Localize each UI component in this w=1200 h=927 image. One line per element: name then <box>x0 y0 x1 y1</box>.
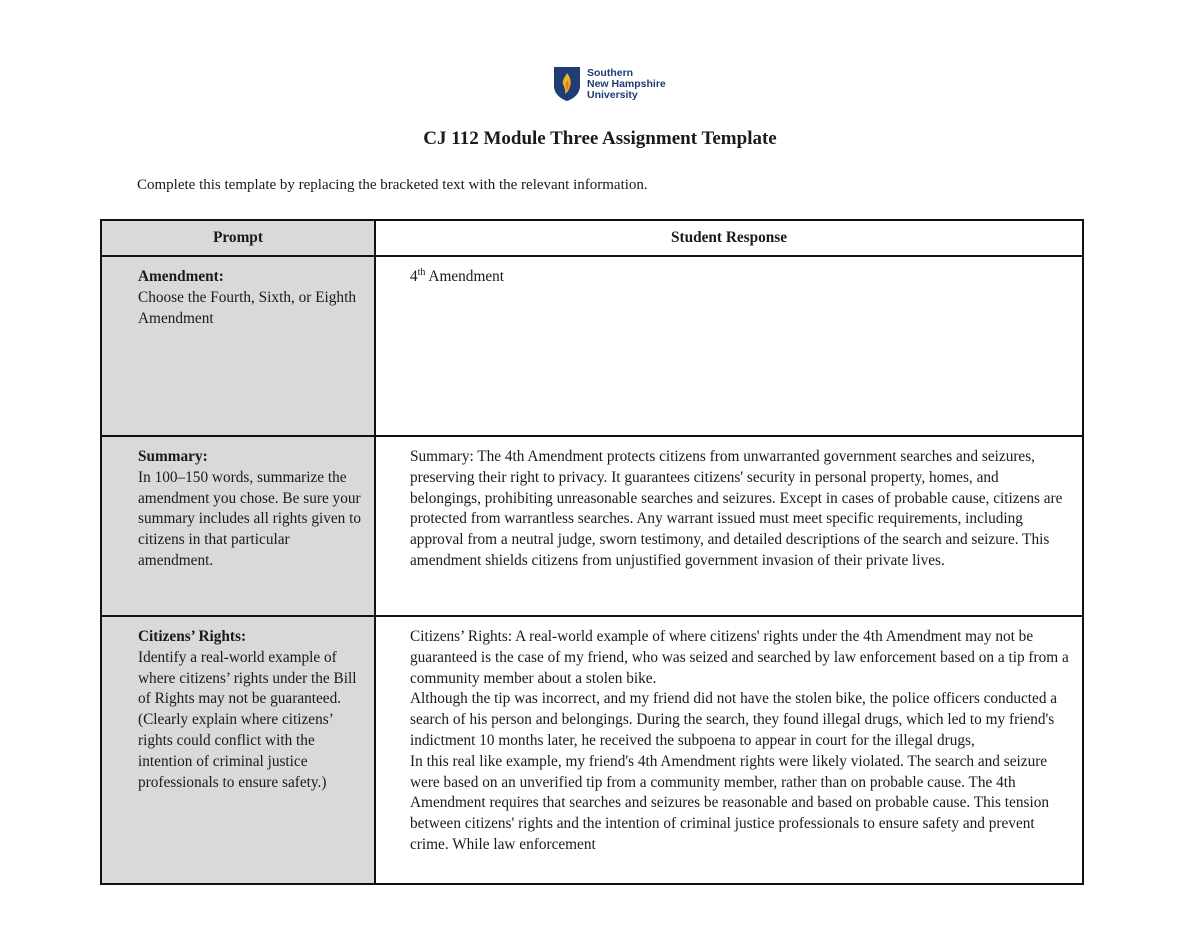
response-paragraph: In this real like example, my friend's 4th Amendment rights were likely violated. The search and seizure were based on an unverified tip from a community member, rather than on probable cause. The 4th Amendment requires that searches and seizures be reasonable and based on probable cause. This tension between citizens' rights and the intention of criminal justice professionals to ensure safety and prevent crime. While law enforcement <box>410 752 1049 853</box>
response-amendment-number: 4 <box>410 268 418 285</box>
response-cell-summary[interactable] <box>375 436 1083 616</box>
prompt-cell-amendment <box>101 256 375 436</box>
prompt-column-header: Prompt <box>101 220 375 256</box>
response-column-header: Student Response <box>375 220 1083 256</box>
prompt-text: Choose the Fourth, Sixth, or Eighth Amendment <box>138 288 356 327</box>
prompt-cell-citizens-rights <box>101 616 375 884</box>
logo-line-1: Southern <box>587 66 634 79</box>
response-paragraph: Summary: The 4th Amendment protects citizens from unwarranted government searches and seizures, preserving their right to privacy. It guarantees citizens' security in personal property, homes, and belongings, prohibiting unreasonable searches and seizures. Except in cases of probable cause, citizens are protected from warrantless searches. Any warrant issued must meet specific requirements, including approval from a neutral judge, sworn testimony, and detailed descriptions of the search and seizure. This amendment shields citizens from unjustified government invasion of their private lives. <box>410 448 1063 569</box>
table-header-row <box>101 220 1083 256</box>
response-amendment-ordinal: th <box>417 266 426 278</box>
table-row-amendment <box>101 256 1083 436</box>
response-amendment-text: Amendment <box>425 268 505 285</box>
response-cell-citizens-rights[interactable] <box>375 616 1083 884</box>
logo-wordmark <box>587 68 666 101</box>
prompt-text: Identify a real-world example of where citizens’ rights under the Bill of Rights may not be guaranteed. (Clearly explain where citizens’ rights could conflict with the intention of criminal justice professionals to ensure safety.) <box>138 648 357 791</box>
prompt-cell-summary <box>101 436 375 616</box>
assignment-table <box>100 219 1084 885</box>
university-logo <box>553 66 666 102</box>
prompt-label: Amendment: <box>138 268 224 285</box>
page-title: CJ 112 Module Three Assignment Template <box>423 128 777 149</box>
logo-line-2: New Hampshire <box>587 77 666 90</box>
prompt-label: Citizens’ Rights: <box>138 628 247 645</box>
response-paragraph: Although the tip was incorrect, and my friend did not have the stolen bike, the police officers conducted a search of his person and belongings. During the search, they found illegal drugs, which led to my friend's indictment 10 months later, he received the subpoena to appear in court for the illegal drugs, <box>410 690 1058 749</box>
instructions-text: Complete this template by replacing the bracketed text with the relevant information. <box>137 177 648 193</box>
prompt-text: In 100–150 words, summarize the amendment you chose. Be sure your summary includes all rights given to citizens in that particular amendment. <box>138 468 362 569</box>
logo-line-3: University <box>587 88 638 101</box>
prompt-label: Summary: <box>138 448 208 465</box>
response-cell-amendment[interactable] <box>375 256 1083 436</box>
table-row-summary <box>101 436 1083 616</box>
flame-shield-icon <box>553 66 581 102</box>
response-paragraph: Citizens’ Rights: A real-world example of where citizens' rights under the 4th Amendment may not be guaranteed is the case of my friend, who was seized and searched by law enforcement based on a tip from a community member about a stolen bike. <box>410 628 1069 687</box>
table-row-citizens-rights <box>101 616 1083 884</box>
